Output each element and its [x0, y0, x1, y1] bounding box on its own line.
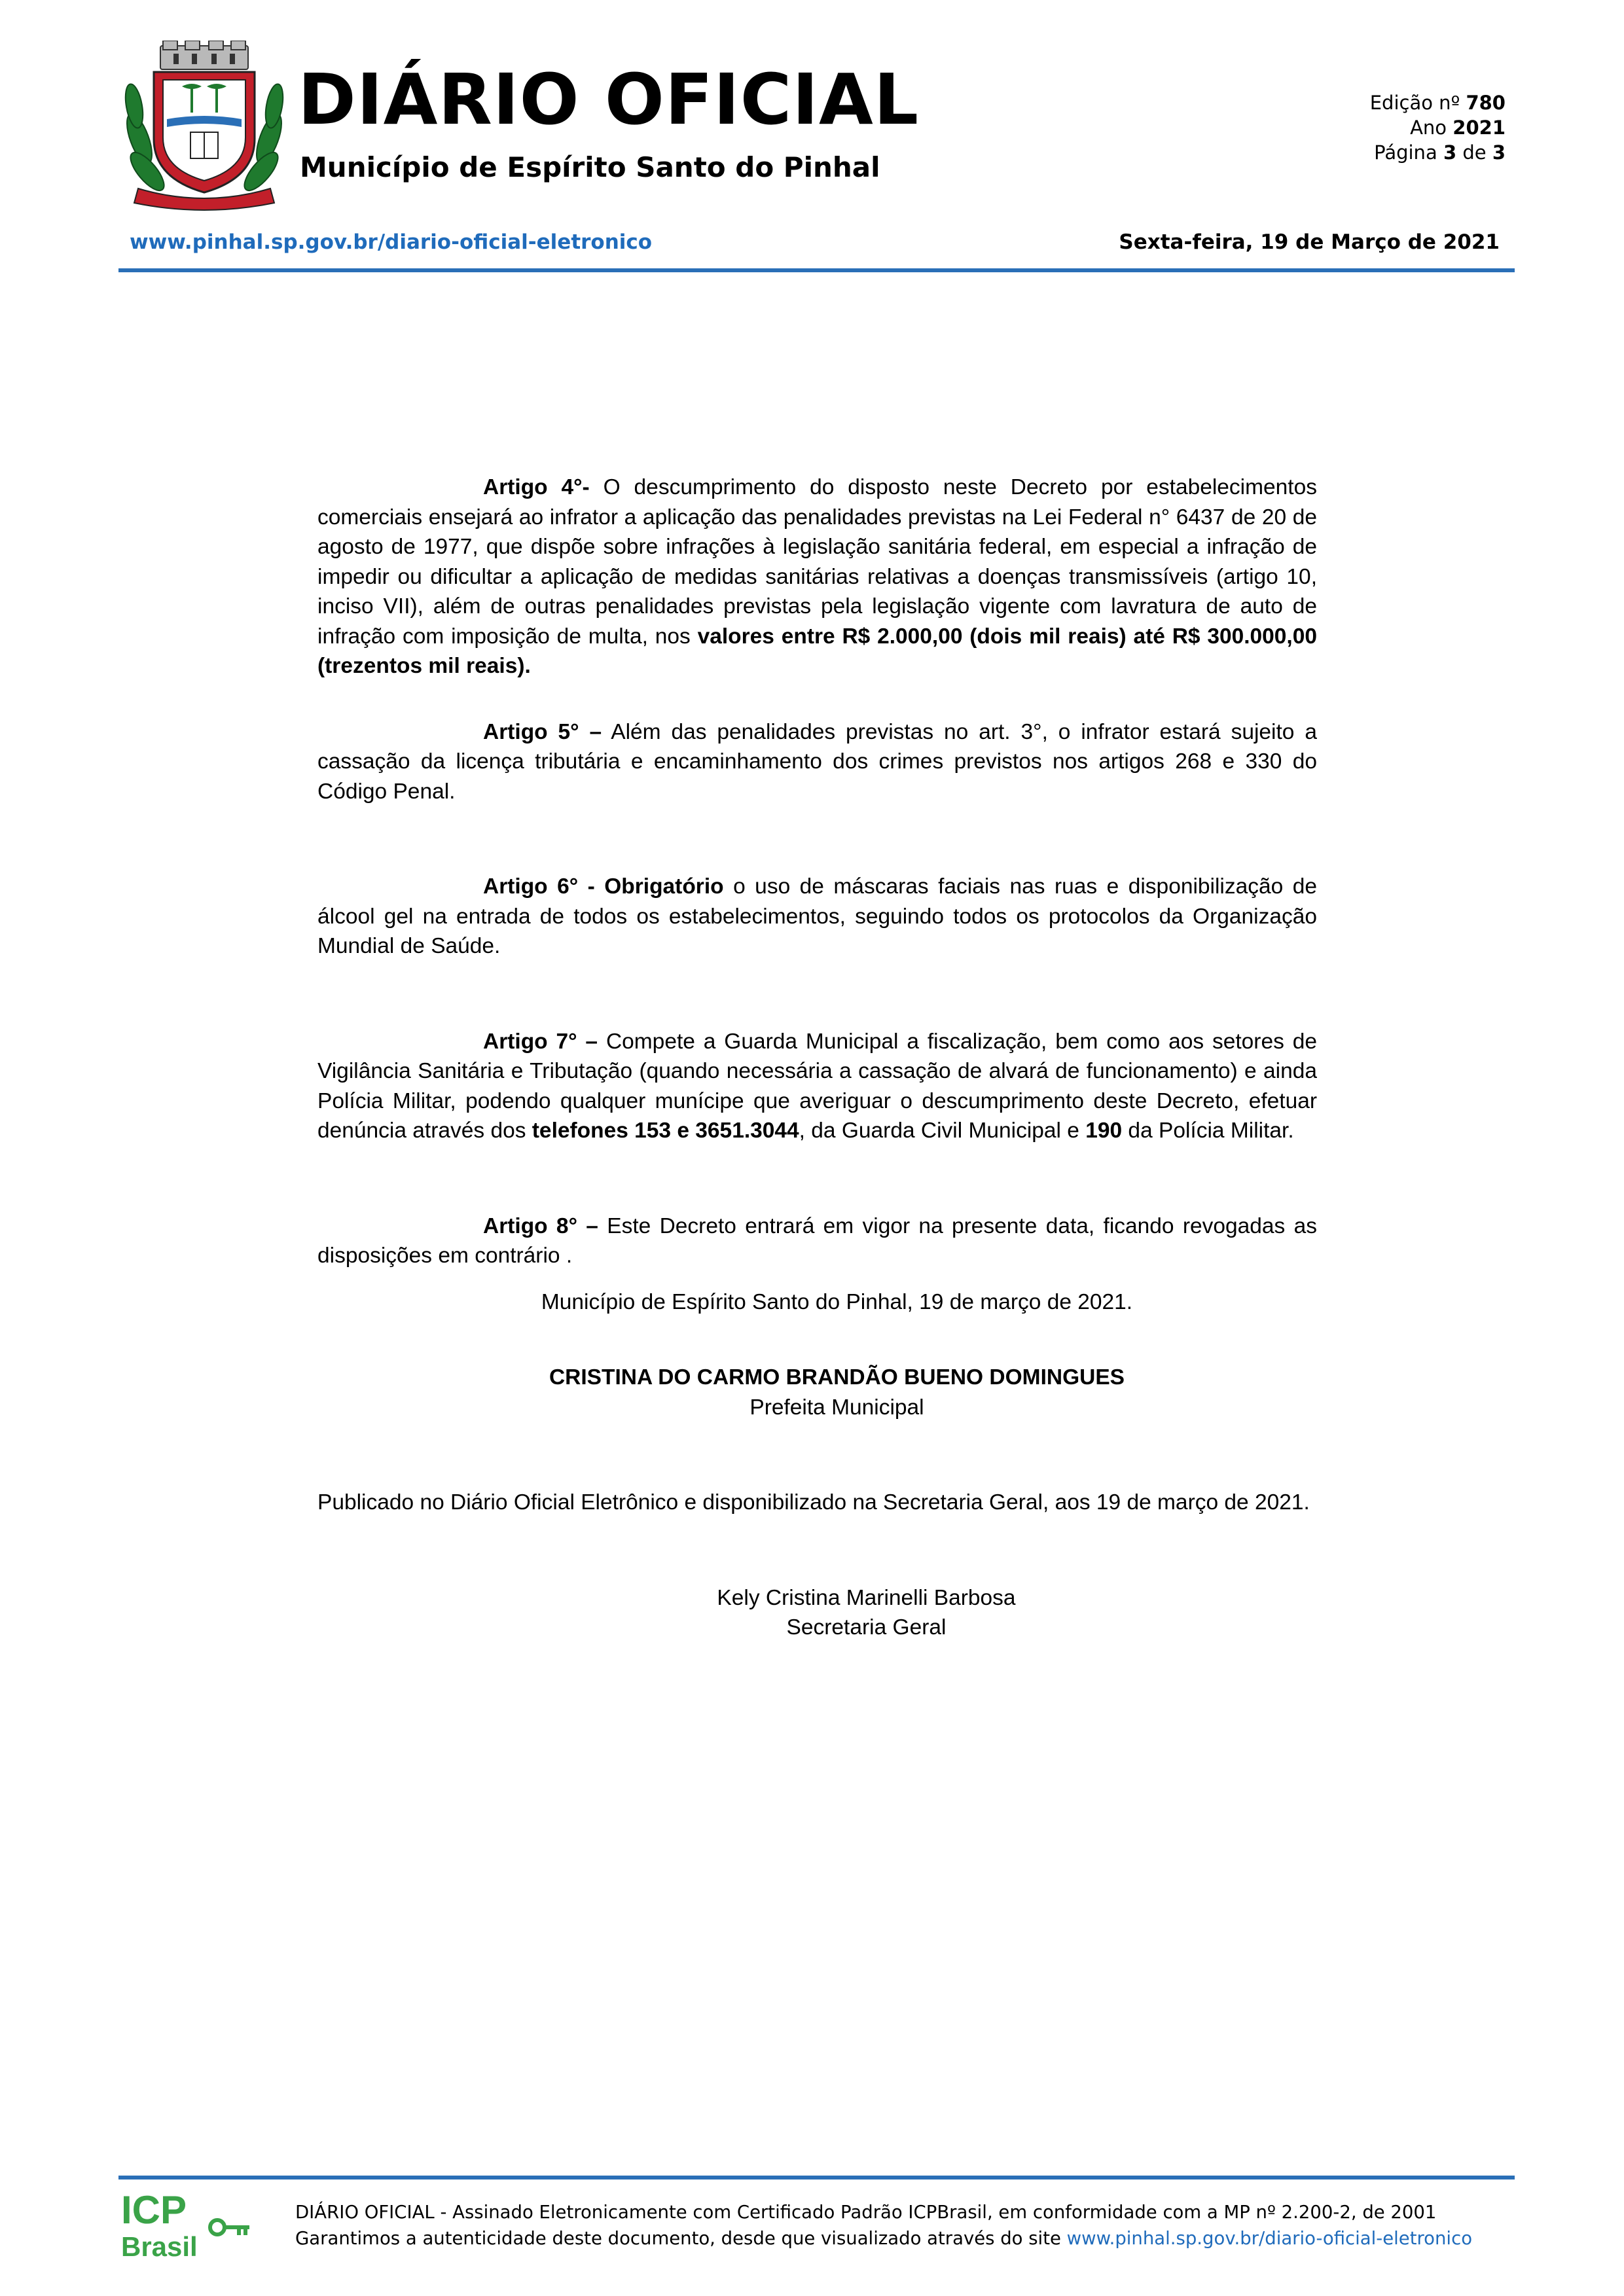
- article-5-label: Artigo 5° –: [483, 719, 602, 744]
- article-4-fine-range: valores entre R$ 2.000,00 (dois mil reais) até R$ 300.000,00 (trezentos mil reais).: [317, 624, 1317, 678]
- page-of: de: [1462, 141, 1487, 164]
- edition-number: 780: [1466, 92, 1506, 114]
- page-label: Página: [1374, 141, 1437, 164]
- edition-info: [1370, 90, 1506, 165]
- secretary-role: Secretaria Geral: [786, 1615, 947, 1640]
- article-7-label: Artigo 7° –: [483, 1029, 598, 1054]
- municipal-coat-of-arms: [120, 41, 289, 212]
- article-6-text: o uso de máscaras faciais nas ruas e disponibilização de álcool gel na entrada de todos os estabelecimentos, seguindo todos os protocolos da Organização Mundial de Saúde.: [317, 874, 1317, 958]
- page-current: 3: [1443, 141, 1457, 164]
- page-total: 3: [1492, 141, 1506, 164]
- publication-date: Sexta-feira, 19 de Março de 2021: [1119, 230, 1500, 254]
- article-5: [317, 717, 1317, 807]
- article-4-label: Artigo 4°-: [483, 475, 590, 499]
- article-8: [317, 1211, 1317, 1271]
- article-8-label: Artigo 8° –: [483, 1213, 598, 1238]
- edition-line: [1370, 90, 1506, 115]
- header-divider: [118, 268, 1515, 272]
- article-7-text-3: da Polícia Militar.: [1122, 1119, 1294, 1143]
- article-6-label: Artigo 6° - Obrigatório: [483, 874, 724, 899]
- city-date-line: Município de Espírito Santo do Pinhal, 19 de março de 2021.: [541, 1289, 1133, 1314]
- article-6: [317, 872, 1317, 961]
- footer-divider: [118, 2176, 1515, 2179]
- year-line: [1370, 115, 1506, 140]
- mayor-name: CRISTINA DO CARMO BRANDÃO BUENO DOMINGUES: [549, 1365, 1125, 1390]
- article-7: [317, 1027, 1317, 1146]
- svg-text:Brasil: Brasil: [121, 2231, 198, 2261]
- article-7-police-phone: 190: [1085, 1119, 1123, 1143]
- secretary-name: Kely Cristina Marinelli Barbosa: [717, 1585, 1016, 1610]
- document-body: [317, 473, 1317, 1643]
- municipality-name: Município de Espírito Santo do Pinhal: [300, 151, 880, 183]
- year-value: 2021: [1453, 117, 1506, 139]
- article-7-phones: telefones 153 e 3651.3044: [532, 1119, 799, 1143]
- article-7-text-1: Compete a Guarda Municipal a fiscalização, bem como aos setores de Vigilância Sanitária e Tributação (quando necessária a cassação de alvará de funcionamento) e ainda Polícia Militar, podendo qualquer munícipe que averiguar o descumprimento deste Decreto, efetuar denúncia através dos: [317, 1029, 1317, 1143]
- footer-site-link[interactable]: www.pinhal.sp.gov.br/diario-oficial-eletronico: [1066, 2228, 1473, 2249]
- footer-authenticity-text: [295, 2228, 1472, 2249]
- site-link[interactable]: www.pinhal.sp.gov.br/diario-oficial-eletronico: [130, 230, 653, 254]
- page-line: [1370, 140, 1506, 165]
- svg-text:ICP: ICP: [121, 2189, 187, 2232]
- article-5-text: Além das penalidades previstas no art. 3°, o infrator estará sujeito a cassação da licença tributária e encaminhamento dos crimes previstos nos artigos 268 e 330 do Código Penal.: [317, 719, 1317, 804]
- article-8-text: Este Decreto entrará em vigor na presente data, ficando revogadas as disposições em contrário .: [317, 1213, 1317, 1268]
- icp-brasil-logo: [121, 2189, 252, 2261]
- article-7-text-2: , da Guarda Civil Municipal e: [799, 1119, 1086, 1143]
- footer-certification-text: DIÁRIO OFICIAL - Assinado Eletronicamente com Certificado Padrão ICPBrasil, em conformidade com a MP nº 2.200-2, de 2001: [295, 2202, 1437, 2223]
- year-label: Ano: [1410, 117, 1447, 139]
- publication-note: Publicado no Diário Oficial Eletrônico e disponibilizado na Secretaria Geral, aos 19 de março de 2021.: [317, 1490, 1310, 1515]
- edition-label: Edição nº: [1369, 92, 1460, 114]
- footer-authenticity-label: Garantimos a autenticidade deste documento, desde que visualizado através do site: [295, 2228, 1067, 2249]
- page-title: DIÁRIO OFICIAL: [298, 60, 920, 141]
- mayor-role: Prefeita Municipal: [749, 1395, 924, 1420]
- article-4-text: O descumprimento do disposto neste Decreto por estabelecimentos comerciais ensejará ao infrator a aplicação das penalidades previstas na Lei Federal n° 6437 de 20 de agosto de 1977, que dispõe sobre infrações à legislação sanitária federal, em especial a infração de impedir ou dificultar a aplicação de medidas sanitárias relativas a doenças transmissíveis (artigo 10, inciso VII), além de outras penalidades previstas pela legislação vigente com lavratura de auto de infração com imposição de multa, nos: [317, 475, 1317, 649]
- article-4: [317, 473, 1317, 681]
